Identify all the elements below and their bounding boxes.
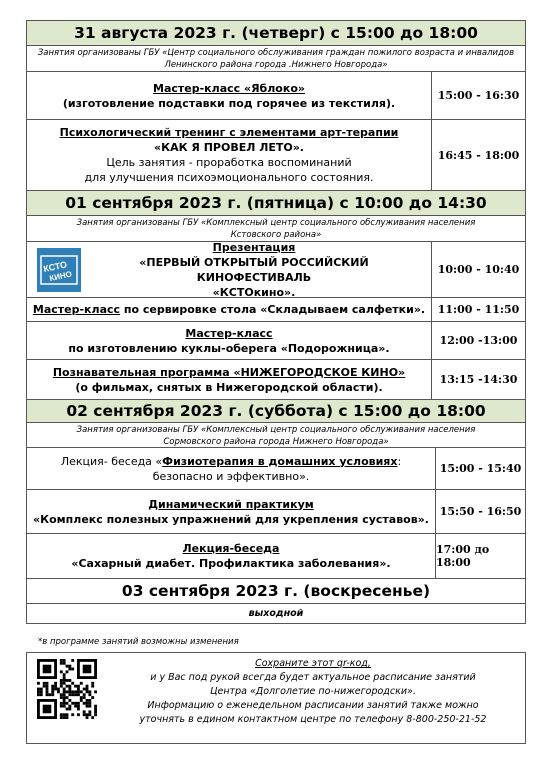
event-text: :: [397, 454, 402, 468]
organizer-note: [27, 46, 525, 72]
organizer-line: Кстовского района»: [230, 230, 322, 240]
event-text: безопасно и эффективно».: [152, 469, 310, 483]
event-title: Мастер-класс «Яблоко»: [153, 81, 305, 95]
event-description: [27, 298, 432, 321]
event-title: Динамический практикум: [148, 497, 314, 511]
footer-line: Сохраните этот qr-код,: [255, 658, 371, 669]
event-time: 10:00 - 10:40: [437, 263, 520, 276]
event-text: для улучшения психоэмоционального состояния.: [84, 171, 374, 184]
event-title: Мастер-класс: [185, 326, 273, 340]
day-header: 03 сентября 2023 г. (воскресенье): [27, 579, 525, 604]
event-title: Физиотерапия в домашних условиях: [162, 454, 398, 468]
event-time: 15:00 - 15:40: [439, 462, 522, 475]
event-title: Лекция-беседа: [182, 542, 280, 555]
organizer-line: Занятия организованы ГБУ «Центр социального обслуживания граждан пожилого возраста и инвалидов: [37, 48, 515, 58]
kstokino-logo: [37, 248, 81, 292]
day-off-label: выходной: [248, 608, 304, 619]
svg-text:КИНО: КИНО: [48, 269, 73, 283]
event-text: «КАК Я ПРОВЕЛ ЛЕТО».: [153, 141, 304, 154]
event-title: Познавательная программа «НИЖЕГОРОДСКОЕ КИНО»: [52, 365, 406, 379]
event-title: Психологический тренинг с элементами арт-терапии: [59, 126, 399, 139]
organizer-line: Занятия организованы ГБУ «Комплексный центр социального обслуживания населения: [76, 218, 476, 228]
event-row: [27, 360, 525, 400]
event-row: [27, 242, 525, 298]
event-row: [27, 72, 525, 120]
event-text: (о фильмах, снятых в Нижегородской области).: [75, 380, 383, 394]
qr-footer: [26, 652, 526, 744]
schedule-table: [26, 20, 526, 624]
event-time: 11:00 - 11:50: [437, 303, 520, 316]
footer-text: [97, 653, 525, 743]
event-description: [27, 534, 436, 578]
event-title: Презентация: [212, 240, 296, 254]
organizer-line: Занятия организованы ГБУ «Комплексный центр социального обслуживания населения: [76, 425, 476, 435]
event-time: 13:15 -14:30: [439, 373, 518, 386]
event-title: Мастер-класс: [32, 303, 121, 316]
event-text: Цель занятия - проработка воспоминаний: [106, 156, 352, 169]
event-row: [27, 534, 525, 579]
footer-line: уточнять в едином контактном центре по телефону 8-800-250-21-52: [139, 714, 487, 725]
organizer-note: [27, 216, 525, 242]
event-description: [27, 360, 432, 399]
event-row: [27, 298, 525, 322]
event-text: Лекция- беседа «: [60, 454, 163, 468]
event-time: 12:00 -13:00: [439, 334, 518, 347]
event-description: [27, 448, 436, 489]
event-time: 17:00 до 18:00: [436, 543, 490, 569]
event-time: 16:45 - 18:00: [437, 148, 520, 162]
event-description: [27, 120, 432, 190]
svg-text:КСТО: КСТО: [42, 258, 68, 274]
event-text: по изготовлению куклы-оберега «Подорожница».: [68, 341, 390, 355]
event-row: [27, 448, 525, 490]
event-description: [27, 242, 432, 297]
event-text: «Сахарный диабет. Профилактика заболевания».: [71, 557, 391, 570]
organizer-line: Ленинского района города .Нижнего Новгорода»: [164, 60, 388, 70]
event-row: [27, 120, 525, 191]
organizer-line: Сормовского района города Нижнего Новгорода»: [163, 437, 389, 447]
event-time: 15:00 - 16:30: [437, 89, 520, 102]
day-header: 31 августа 2023 г. (четверг) с 15:00 до 18:00: [27, 21, 525, 46]
event-text: «ПЕРВЫЙ ОТКРЫТЫЙ РОССИЙСКИЙ КИНОФЕСТИВАЛЬ: [139, 255, 369, 284]
day-header: 01 сентября 2023 г. (пятница) с 10:00 до 14:30: [27, 191, 525, 216]
event-time: 15:50 - 16:50: [439, 505, 522, 518]
event-description: [27, 490, 436, 533]
event-description: [27, 322, 432, 359]
event-text: «КСТОкино».: [212, 285, 296, 299]
qr-code-icon: [37, 659, 97, 719]
changes-note: *в программе занятий возможны изменения: [38, 637, 239, 647]
day-header: 02 сентября 2023 г. (суббота) с 15:00 до 18:00: [27, 400, 525, 423]
footer-line: Центра «Долголетие по-нижегородски».: [210, 686, 416, 697]
organizer-note: [27, 423, 525, 448]
event-text: (изготовление подставки под горячее из текстиля).: [62, 96, 396, 110]
event-text: по сервировке стола «Складываем салфетки».: [120, 303, 426, 316]
footer-line: Информацию о еженедельном расписании занятий также можно: [147, 700, 479, 711]
event-row: [27, 322, 525, 360]
event-row: [27, 490, 525, 534]
footer-line: и у Вас под рукой всегда будет актуальное расписание занятий: [150, 672, 476, 683]
event-text: «Комплекс полезных упражнений для укрепления суставов».: [33, 512, 429, 526]
event-description: [27, 72, 432, 119]
film-strip-icon: [39, 252, 79, 288]
